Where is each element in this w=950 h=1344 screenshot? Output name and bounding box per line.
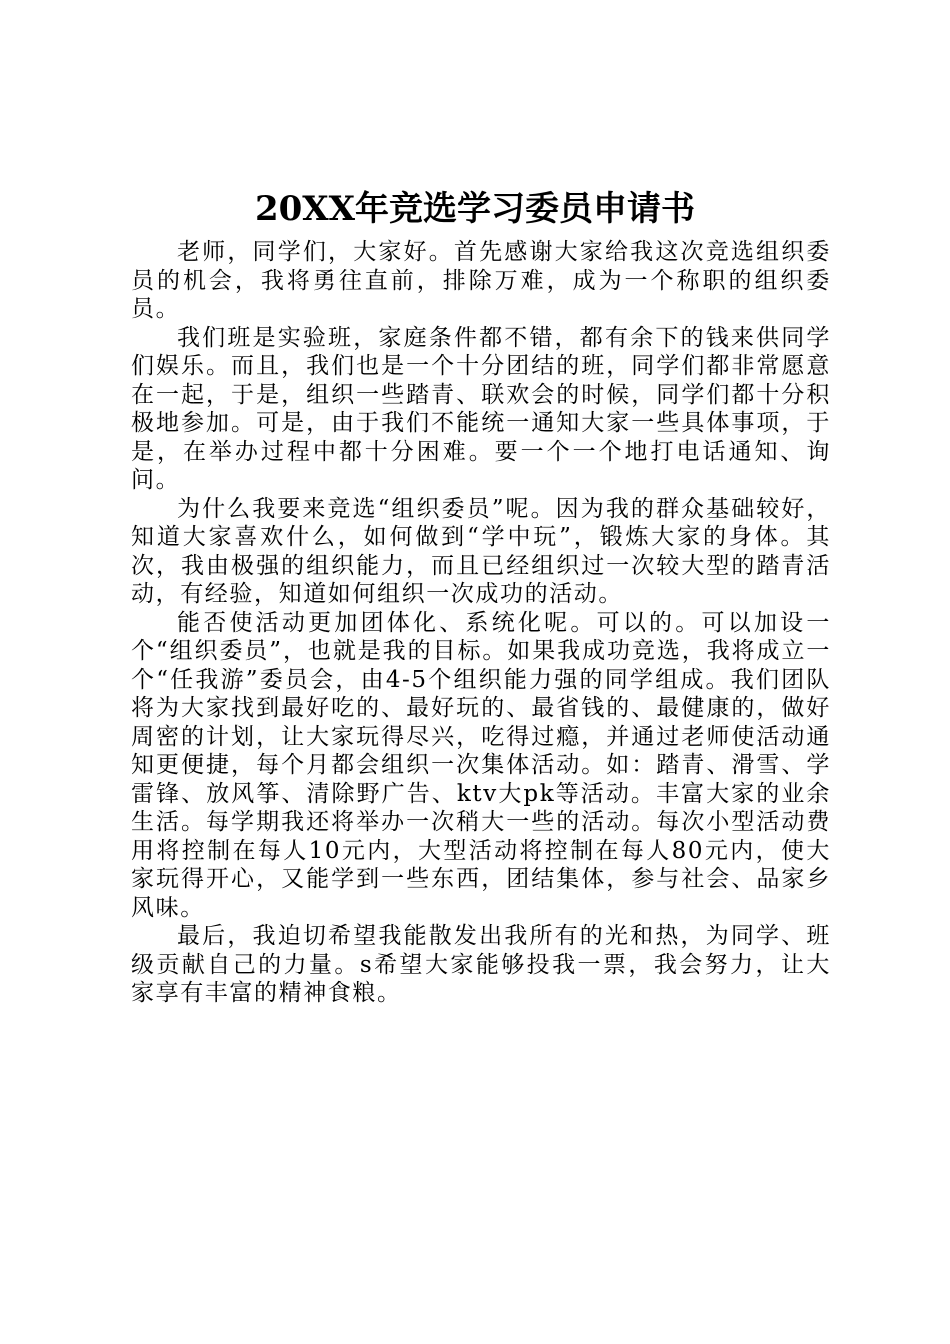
paragraph-greeting: 老师，同学们，大家好。首先感谢大家给我这次竞选组织委员的机会，我将勇往直前，排除万难，成为一个称职的组织委员。 [131,239,831,322]
document-title: 20XX年竞选学习委员申请书 [254,189,696,229]
paragraph-plan: 能否使活动更加团体化、系统化呢。可以的。可以加设一个“组织委员”，也就是我的目标。如果我成功竞选，我将成立一个“任我游”委员会，由4-5个组织能力强的同学组成。我们团队将为大家找到最好吃的、最好玩的、最省钱的、最健康的，做好周密的计划，让大家玩得尽兴，吃得过瘾，并通过老师使活动通知更便捷，每个月都会组织一次集体活动。如：踏青、滑雪、学雷锋、放风筝、清除野广告、ktv大pk等活动。丰富大家的业余生活。每学期我还将举办一次稍大一些的活动。每次小型活动费用将控制在每人10元内，大型活动将控制在每人80元内，使大家玩得开心，又能学到一些东西，团结集体，参与社会、品家乡风味。 [131,609,831,921]
paragraph-class-background: 我们班是实验班，家庭条件都不错，都有余下的钱来供同学们娱乐。而且，我们也是一个十分团结的班，同学们都非常愿意在一起，于是，组织一些踏青、联欢会的时候，同学们都十分积极地参加。可是，由于我们不能统一通知大家一些具体事项，于是，在举办过程中都十分困难。要一个一个地打电话通知、询问。 [131,324,831,493]
document-body [131,238,831,1008]
paragraph-motivation: 为什么我要来竞选“组织委员”呢。因为我的群众基础较好，知道大家喜欢什么，如何做到“学中玩”，锻炼大家的身体。其次，我由极强的组织能力，而且已经组织过一次较大型的踏青活动，有经验，知道如何组织一次成功的活动。 [131,495,831,607]
paragraph-closing: 最后，我迫切希望我能散发出我所有的光和热，为同学、班级贡献自己的力量。s希望大家能够投我一票，我会努力，让大家享有丰富的精神食粮。 [131,923,831,1006]
